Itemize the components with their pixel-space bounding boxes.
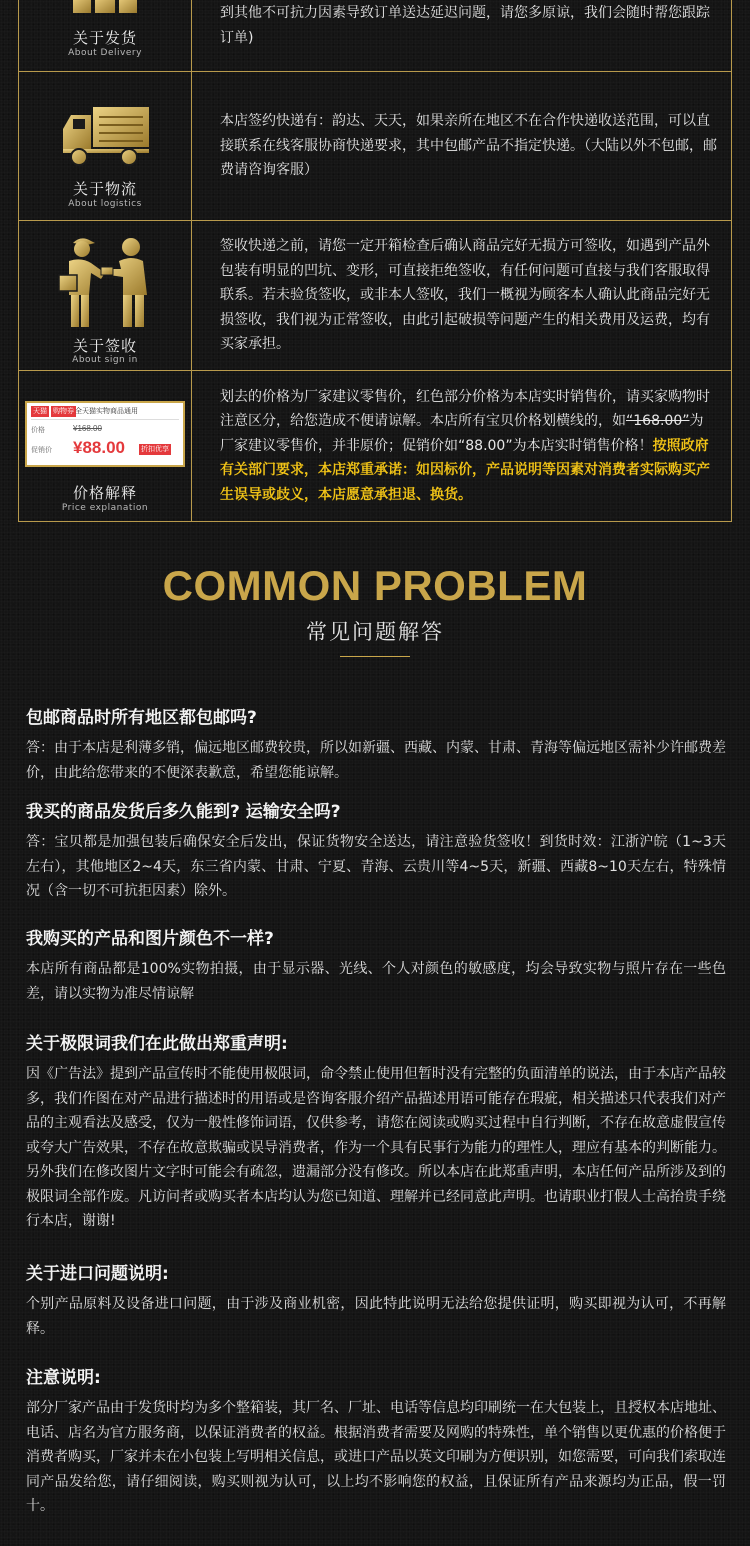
- truck-icon: [61, 105, 153, 167]
- policy-subtitle: About sign in: [72, 355, 138, 365]
- price-text-strike: “168.00”: [626, 413, 690, 430]
- policy-table: [18, 0, 732, 522]
- price-text-part2: 为厂家建议零售价，并非原价；促销价如“88.00”为本店实时销售价格！: [220, 413, 704, 454]
- price-card-label-promo: 促销价: [31, 447, 52, 454]
- faq-item: [26, 1262, 726, 1341]
- price-tag-icon: [25, 401, 185, 467]
- policy-title: 关于签收: [72, 337, 137, 355]
- faq-answer: 答：由于本店是利薄多销，偏远地区邮费较贵，所以如新疆、西藏、内蒙、甘肃、青海等偏远地区需补少许邮费差价，由此给您带来的不便深表歉意，希望您能谅解。: [26, 740, 726, 781]
- price-card-promo-price: ¥88.00: [73, 438, 125, 457]
- faq-question: 我购买的产品和图片颜色不一样?: [26, 929, 274, 949]
- page-subtitle: 常见问题解答: [306, 620, 444, 644]
- policy-row-delivery: [19, 0, 731, 72]
- price-card-note: 全天猫实物商品通用: [75, 408, 138, 415]
- faq-item: [26, 800, 726, 904]
- faq-answer: 因《广告法》提到产品宣传时不能使用极限词，命令禁止使用但暂时没有完整的负面清单的说法，由于本店产品较多，我们作图在对产品进行描述时的用语或是咨询客服介绍产品描述用语可能存在瑕疵，相关描述只代表我们对产品的主观看法及感受，仅为一般性修饰词语，仅供参考，请您在阅读或购买过程中自行判断，不存在故意虚假宣传或夸大广告效果，不存在故意欺骗或误导消费者，作为一个具有民事行为能力的理性人，理应有基本的判断能力。另外我们在修改图片文字时可能会有疏忽，遗漏部分没有修改。所以本店在此郑重声明，本店任何产品所涉及到的极限词全部作废。凡访问者或购买者本店均认为您已知道、理解并已经同意此声明。也请职业打假人士高抬贵手绕行本店，谢谢!: [26, 1066, 726, 1229]
- faq-answer: 本店所有商品都是100%实物拍摄，由于显示器、光线、个人对颜色的敏感度，均会导致实物与照片存在一些色差，请以实物为准尽情谅解: [26, 961, 726, 1002]
- price-card-cart: 购物券: [53, 408, 74, 415]
- faq-question: 注意说明:: [26, 1368, 101, 1388]
- policy-row-logistics: [19, 72, 731, 221]
- faq-question: 包邮商品时所有地区都包邮吗?: [26, 708, 257, 728]
- policy-text-content: 到其他不可抗力因素导致订单送达延迟问题，请您多原谅，我们会随时帮您跟踪订单): [220, 5, 710, 46]
- policy-title: 价格解释: [72, 484, 137, 502]
- faq-answer: 答：宝贝都是加强包装后确保安全后发出，保证货物安全送达，请注意验货签收！到货时效：江浙沪皖（1~3天左右），其他地区2~4天，东三省内蒙、甘肃、宁夏、青海、云贵川等4~5天，新疆、西藏8~10天左右，特殊情况（含一切不可抗拒因素）除外。: [26, 834, 726, 899]
- handover-icon: [57, 233, 157, 329]
- policy-row-signin: [19, 221, 731, 371]
- faq-item: [26, 1032, 726, 1234]
- policy-icon-cell: [19, 371, 192, 521]
- policy-icon-cell: [19, 72, 192, 220]
- policy-subtitle: Price explanation: [61, 503, 149, 513]
- policy-text: [192, 72, 731, 220]
- policy-text: [192, 221, 731, 370]
- price-card-tmall: 天猫: [33, 408, 47, 415]
- title-divider: [340, 656, 410, 657]
- policy-icon-cell: [19, 0, 192, 71]
- price-text-emphasis: 按照政府有关部门要求，本店郑重承诺：如因标价，产品说明等因素对消费者实际购买产生误导或歧义，本店愿意承担退、换货。: [220, 437, 710, 503]
- faq-question: 关于极限词我们在此做出郑重声明:: [26, 1034, 288, 1054]
- policy-text-content: 本店签约快递有：韵达、天天，如果亲所在地区不在合作快递收送范围，可以直接联系在线客服协商快递要求，其中包邮产品不指定快递。（大陆以外不包邮，邮费请咨询客服）: [220, 113, 717, 179]
- page-title: COMMON PROBLEM: [162, 562, 588, 609]
- policy-subtitle: About Delivery: [68, 48, 142, 58]
- faq-item: [26, 927, 726, 1006]
- faq-answer: 部分厂家产品由于发货时均为多个整箱装，其厂名、厂址、电话等信息均印刷统一在大包装上，且授权本店地址、电话、店名为官方服务商，以保证消费者的权益。根据消费者需要及网购的特殊性，单个销售以更优惠的价格便于消费者购买，厂家并未在小包装上写明相关信息，或进口产品以英文印刷为方便识别，如您需要，可向我们索取连同产品发给您，请仔细阅读，购买则视为认可，以上均不影响您的权益，且保证所有产品来源均为正品，假一罚十。: [26, 1400, 726, 1514]
- policy-icon-cell: [19, 221, 192, 370]
- policy-subtitle: About logistics: [68, 199, 142, 209]
- faq-item: [26, 1366, 726, 1519]
- faq-question: 关于进口问题说明:: [26, 1264, 169, 1284]
- price-card-badge: 折扣优享: [141, 446, 169, 453]
- policy-text-content: 签收快递之前，请您一定开箱检查后确认商品完好无损方可签收，如遇到产品外包装有明显的凹坑、变形，可直接拒绝签收，有任何问题可直接与我们客服取得联系。若未验货签收，或非本人签收，我们一概视为顾客本人确认此商品完好无损签收，我们视为正常签收，由此引起破损等问题产生的相关费用及运费，均有买家承担。: [220, 238, 710, 353]
- price-card-label-price: 价格: [31, 427, 45, 434]
- box-icon: [73, 0, 139, 15]
- faq-item: [26, 706, 726, 785]
- faq-answer: 个别产品原料及设备进口问题，由于涉及商业机密，因此特此说明无法给您提供证明，购买即视为认可，不再解释。: [26, 1296, 726, 1337]
- price-text-part1: 划去的价格为厂家建议零售价，红色部分价格为本店实时销售价，请买家购物时注意区分，给您造成不便请谅解。本店所有宝贝价格划横线的，如: [220, 388, 710, 430]
- policy-text: [192, 371, 731, 521]
- policy-title: 关于物流: [72, 180, 137, 198]
- policy-title: 关于发货: [72, 29, 137, 47]
- policy-row-price: [19, 371, 731, 521]
- policy-text: [192, 0, 731, 71]
- price-card-divider: [31, 419, 179, 420]
- price-card-original-price: ¥168.00: [73, 424, 102, 433]
- policy-text-content: [220, 385, 717, 508]
- faq-question: 我买的商品发货后多久能到? 运输安全吗?: [26, 802, 341, 822]
